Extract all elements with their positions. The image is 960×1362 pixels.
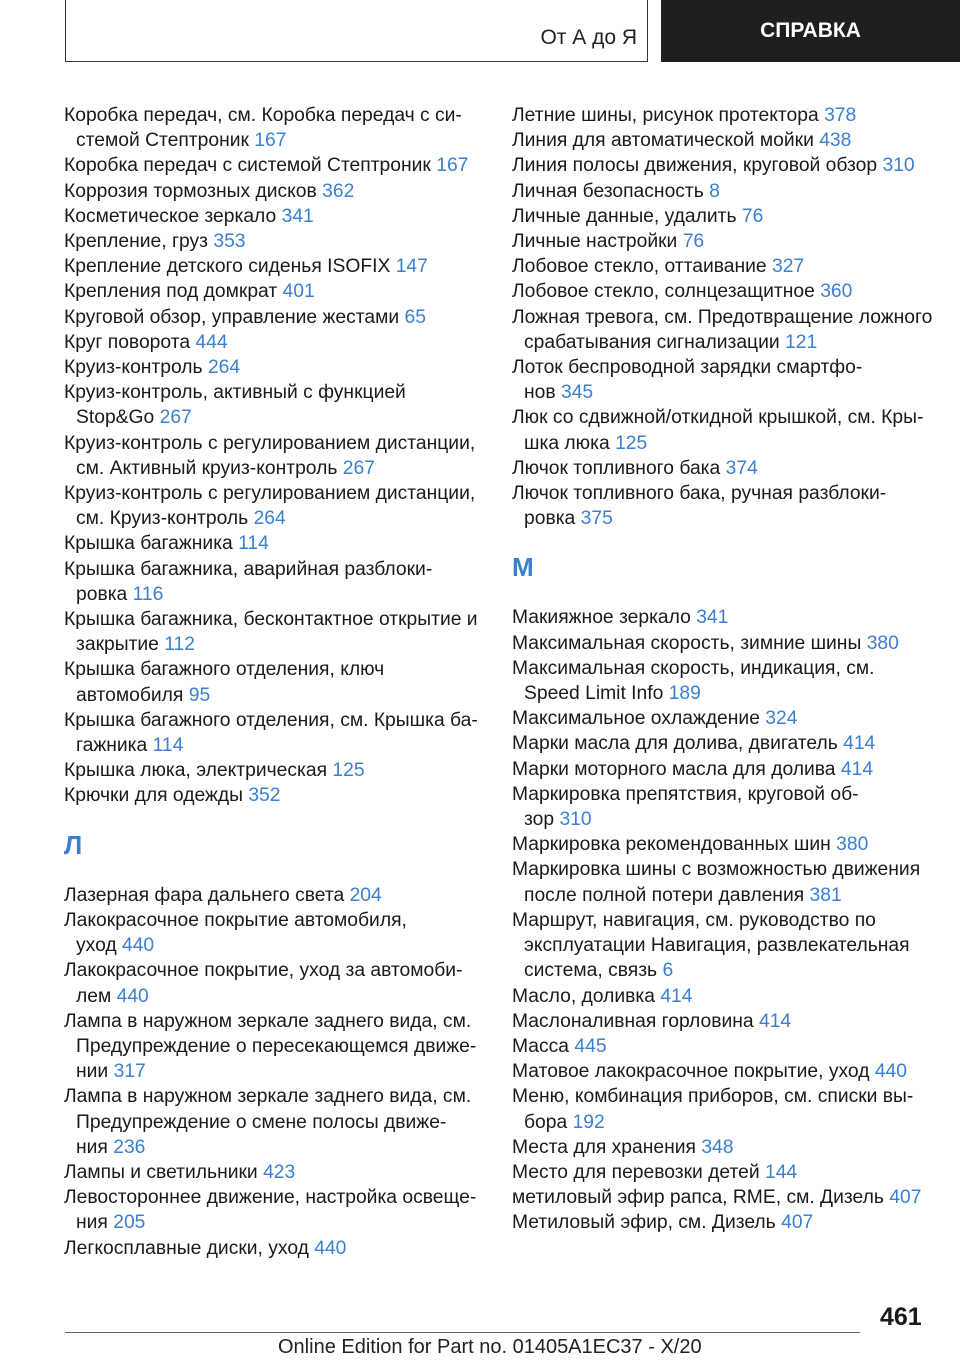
index-entry-text: Лампы и светильники <box>64 1161 258 1183</box>
index-page-link[interactable]: 414 <box>843 733 876 755</box>
header-tab-label: СПРАВКА <box>760 19 861 42</box>
index-page-link[interactable]: 374 <box>725 457 758 479</box>
header-section-title: От А до Я <box>540 26 637 49</box>
index-entry <box>64 758 484 783</box>
index-page-link[interactable]: 381 <box>809 884 842 906</box>
index-entry <box>512 128 937 153</box>
index-entry-text: Место для перевозки детей <box>512 1161 760 1183</box>
index-page-link[interactable]: 114 <box>238 533 269 555</box>
index-page-link[interactable]: 116 <box>132 583 164 605</box>
index-page-link[interactable]: 192 <box>572 1111 605 1133</box>
index-entry <box>512 179 937 204</box>
index-entry <box>512 731 937 756</box>
index-entry <box>512 1185 937 1210</box>
index-entry <box>512 1210 937 1235</box>
index-page-link[interactable]: 204 <box>349 884 382 906</box>
index-entry <box>64 1185 484 1235</box>
index-page-link[interactable]: 65 <box>404 306 426 328</box>
index-entry-text: Крепление детского сиденья ISOFIX <box>64 256 391 278</box>
index-page-link[interactable]: 414 <box>758 1010 792 1032</box>
index-entry <box>64 1236 484 1261</box>
index-entry-text: Лакокрасочное покрытие автомобиля, <box>64 909 407 931</box>
index-page-link[interactable]: 341 <box>281 205 314 227</box>
index-page-link[interactable]: 76 <box>741 205 764 227</box>
index-page-link[interactable]: 76 <box>682 231 705 253</box>
index-entry-text: Коррозия тормозных дисков <box>64 180 317 202</box>
index-entry <box>512 405 937 455</box>
index-entry-text: Марки масла для долива, двигатель <box>512 733 838 755</box>
index-entry-text: Маршрут, навигация, см. руководство по <box>512 909 876 931</box>
index-page-link[interactable]: 125 <box>615 432 648 454</box>
index-entry-text: Коробка передач с системой Стептроник <box>64 155 431 177</box>
index-entry <box>512 103 937 128</box>
index-entry <box>512 153 937 178</box>
index-page-link[interactable]: 378 <box>824 105 857 126</box>
index-entry-text: Круиз-контроль, активный с функцией <box>64 382 406 404</box>
index-entry-text: Максимальное охлаждение <box>512 708 760 730</box>
index-entry-text: Масса <box>512 1035 570 1057</box>
index-page-link[interactable]: 236 <box>113 1136 146 1158</box>
index-entry-text: Лампа в наружном зеркале заднего вида, см. <box>64 1010 472 1032</box>
index-group-right-l <box>512 103 937 531</box>
index-page-link[interactable]: 440 <box>314 1237 347 1259</box>
index-page-link[interactable]: 444 <box>195 331 228 353</box>
index-entry <box>512 1084 937 1134</box>
index-page-link[interactable]: 401 <box>282 281 315 303</box>
index-page-link[interactable]: 348 <box>701 1136 734 1158</box>
index-entry <box>512 456 937 481</box>
index-group-left-l <box>64 883 484 1261</box>
index-page-link[interactable]: 345 <box>560 382 594 404</box>
index-page-link[interactable]: 352 <box>248 785 281 807</box>
index-page-link[interactable]: 167 <box>254 130 287 152</box>
index-column-left <box>64 103 484 1261</box>
index-page-link[interactable]: 264 <box>207 357 241 379</box>
index-entry-text: Косметическое зеркало <box>64 205 277 227</box>
index-entry-text: Максимальная скорость, индикация, см. <box>512 657 875 679</box>
index-entry-text: Крепление, груз <box>64 231 208 253</box>
index-entry-text: Speed Limit Info <box>524 683 664 705</box>
index-entry-text: Крышка багажника <box>64 533 233 555</box>
index-page-link[interactable]: 317 <box>113 1061 146 1083</box>
index-entry <box>512 782 937 832</box>
index-page-link[interactable]: 125 <box>332 760 365 782</box>
index-page-link[interactable]: 147 <box>395 256 428 278</box>
index-entry-text: Лампа в наружном зеркале заднего вида, см. <box>64 1086 472 1108</box>
index-entry-text: бора <box>524 1111 568 1133</box>
index-entry-text: нов <box>524 382 556 404</box>
index-entry-text: Лоток беспроводной зарядки смартфо- <box>512 357 863 379</box>
index-entry-text: Лобовое стекло, солнцезащитное <box>512 281 815 303</box>
index-entry-text: эксплуатации Навигация, развлекательная <box>524 935 910 957</box>
index-entry <box>64 204 484 229</box>
index-entry <box>64 958 484 1008</box>
index-page-link[interactable]: 167 <box>436 155 469 177</box>
index-entry-text: уход <box>76 935 117 957</box>
index-entry-text: ровка <box>76 583 128 605</box>
footer-edition: Online Edition for Part no. 01405A1EC37 - X/20 <box>278 1336 702 1358</box>
index-group-left-k <box>64 103 484 809</box>
index-entry-text: зор <box>524 809 555 831</box>
index-entry-text: стемой Стептроник <box>76 130 249 152</box>
index-entry <box>64 103 484 153</box>
index-entry-text: система, связь <box>524 960 658 982</box>
index-entry <box>64 783 484 808</box>
index-page-link[interactable]: 362 <box>322 180 355 202</box>
index-page-link[interactable]: 189 <box>668 683 701 705</box>
index-entry-text: Маркировка рекомендованных шин <box>512 834 831 856</box>
index-entry <box>512 757 937 782</box>
index-entry <box>512 1160 937 1185</box>
index-entry-text: Легкосплавные диски, уход <box>64 1237 309 1259</box>
index-entry-text: Максимальная скорость, зимние шины <box>512 632 862 654</box>
index-entry <box>64 481 484 531</box>
index-entry <box>64 279 484 304</box>
index-entry-text: Линия полосы движения, круговой обзор <box>512 155 878 177</box>
index-page-link[interactable]: 144 <box>764 1161 798 1183</box>
header-tab[interactable] <box>661 0 960 62</box>
index-entry <box>512 706 937 731</box>
index-entry <box>512 355 937 405</box>
index-entry <box>64 254 484 279</box>
index-page-link[interactable]: 360 <box>820 281 853 303</box>
index-entry-text: Крючки для одежды <box>64 785 243 807</box>
index-entry-text: Крышка багажного отделения, см. Крышка ба- <box>64 709 478 731</box>
index-page-link[interactable]: 267 <box>159 407 192 429</box>
index-entry-text: см. Круиз-контроль <box>76 508 249 530</box>
index-entry <box>64 153 484 178</box>
index-entry-text: срабатывания сигнализации <box>524 331 780 353</box>
index-page-link[interactable]: 423 <box>263 1161 296 1183</box>
index-page-link[interactable]: 205 <box>113 1212 146 1234</box>
index-entry-text: Лобовое стекло, оттаивание <box>512 256 767 278</box>
index-entry-text: Крепления под домкрат <box>64 281 278 303</box>
index-page-link[interactable]: 353 <box>213 231 246 253</box>
index-entry <box>64 883 484 908</box>
index-entry-text: Масло, доливка <box>512 985 655 1007</box>
index-entry <box>512 857 937 907</box>
index-entry <box>512 1135 937 1160</box>
index-entry <box>512 1009 937 1034</box>
index-entry-text: автомобиля <box>76 684 184 706</box>
index-entry-text: Люк со сдвижной/откидной крышкой, см. Кры- <box>512 407 924 429</box>
index-entry-text: Летние шины, рисунок протектора <box>512 105 819 126</box>
index-entry-text: Предупреждение о смене полосы движе- <box>76 1111 447 1133</box>
header-section-box <box>65 0 648 62</box>
index-entry <box>512 832 937 857</box>
index-page-link[interactable]: 8 <box>709 180 720 202</box>
index-entry-text: Лакокрасочное покрытие, уход за автомоби- <box>64 960 463 982</box>
index-column-right <box>512 103 937 1236</box>
index-entry-text: Линия для автоматической мойки <box>512 130 814 152</box>
index-entry-text: Коробка передач, см. Коробка передач с си- <box>64 105 462 126</box>
index-entry <box>64 531 484 556</box>
index-entry <box>512 254 937 279</box>
index-entry-text: Круиз-контроль с регулированием дистанции, <box>64 432 476 454</box>
index-page-link[interactable]: 324 <box>765 708 798 730</box>
index-entry-text: закрытие <box>76 634 159 656</box>
index-entry-text: Меню, комбинация приборов, см. списки вы- <box>512 1086 914 1108</box>
index-page-link[interactable]: 414 <box>840 758 874 780</box>
index-entry <box>512 204 937 229</box>
index-entry-text: шка люка <box>524 432 610 454</box>
index-page-link[interactable]: 264 <box>253 508 286 530</box>
index-entry <box>64 330 484 355</box>
index-entry <box>512 631 937 656</box>
index-entry-text: Макияжное зеркало <box>512 607 691 629</box>
index-entry-text: Круиз-контроль <box>64 357 203 379</box>
index-entry <box>512 229 937 254</box>
index-page-link[interactable]: 121 <box>785 331 818 353</box>
index-entry-text: ровка <box>524 508 576 530</box>
index-letter-m: М <box>512 552 534 583</box>
index-entry <box>64 657 484 707</box>
index-page-link[interactable]: 440 <box>121 935 155 957</box>
index-entry-text: Личные настройки <box>512 231 678 253</box>
index-entry <box>64 607 484 657</box>
index-entry <box>64 1009 484 1085</box>
index-page-link[interactable]: 341 <box>696 607 729 629</box>
index-entry-text: Лючок топливного бака <box>512 457 721 479</box>
index-entry-text: Матовое лакокрасочное покрытие, уход <box>512 1061 870 1083</box>
index-entry-text: Крышка люка, электрическая <box>64 760 328 782</box>
index-page-link[interactable]: 445 <box>574 1035 607 1057</box>
footer-divider <box>65 1332 860 1333</box>
index-entry <box>64 557 484 607</box>
index-page-link[interactable]: 380 <box>866 632 899 654</box>
index-entry-text: Маслоналивная горловина <box>512 1010 754 1032</box>
index-entry-text: лем <box>76 985 112 1007</box>
index-entry-text: после полной потери давления <box>524 884 805 906</box>
index-entry-text: Круговой обзор, управление жестами <box>64 306 400 328</box>
index-page-link[interactable]: 267 <box>342 457 375 479</box>
index-entry <box>512 984 937 1009</box>
index-entry-text: Лазерная фара дальнего света <box>64 884 345 906</box>
index-entry-text: Предупреждение о пересекающемся движе- <box>76 1035 477 1057</box>
index-entry <box>64 1084 484 1160</box>
index-entry <box>64 431 484 481</box>
index-entry-text: Круиз-контроль с регулированием дистанции, <box>64 483 476 505</box>
index-entry-text: Левостороннее движение, настройка освеще- <box>64 1187 477 1209</box>
index-entry <box>512 481 937 531</box>
index-entry-text: метиловый эфир рапса, RME, см. Дизель <box>512 1187 884 1209</box>
index-entry-text: Крышка багажного отделения, ключ <box>64 659 385 681</box>
index-page-link[interactable]: 440 <box>116 985 149 1007</box>
index-entry <box>512 279 937 304</box>
index-entry <box>512 305 937 355</box>
index-entry <box>64 305 484 330</box>
index-entry-text: Stop&Go <box>76 407 155 429</box>
index-entry <box>512 605 937 630</box>
index-entry-text: Маркировка шины с возможностью движения <box>512 859 921 881</box>
page-number: 461 <box>880 1303 922 1331</box>
index-entry-text: Ложная тревога, см. Предотвращение ложного <box>512 306 933 328</box>
index-page-link[interactable]: 114 <box>152 735 184 757</box>
index-page-link[interactable]: 112 <box>164 634 196 656</box>
index-entry-text: ния <box>76 1136 108 1158</box>
index-page-link[interactable]: 310 <box>882 155 915 177</box>
index-entry <box>64 708 484 758</box>
index-entry-text: гажника <box>76 735 148 757</box>
index-page-link[interactable]: 407 <box>781 1212 814 1234</box>
index-page-link[interactable]: 438 <box>819 130 852 152</box>
index-page-link[interactable]: 6 <box>662 960 674 982</box>
index-page-link[interactable]: 310 <box>559 809 592 831</box>
index-page-link[interactable]: 375 <box>580 508 613 530</box>
index-entry <box>64 380 484 430</box>
index-entry-text: Лючок топливного бака, ручная разблоки- <box>512 483 887 505</box>
index-entry <box>64 229 484 254</box>
index-entry-text: Личная безопасность <box>512 180 704 202</box>
index-page-link[interactable]: 407 <box>889 1187 922 1209</box>
index-entry <box>512 1059 937 1084</box>
index-entry-text: см. Активный круиз-контроль <box>76 457 338 479</box>
index-entry <box>64 908 484 958</box>
index-entry <box>64 1160 484 1185</box>
index-entry-text: Марки моторного масла для долива <box>512 758 836 780</box>
index-entry <box>512 908 937 984</box>
index-group-right-m <box>512 605 937 1235</box>
index-entry <box>64 355 484 380</box>
index-entry-text: Круг поворота <box>64 331 191 353</box>
index-entry <box>512 1034 937 1059</box>
index-entry-text: Крышка багажника, бесконтактное открытие и <box>64 609 478 631</box>
index-letter-l: Л <box>64 829 83 860</box>
index-page-link[interactable]: 380 <box>836 834 869 856</box>
index-entry-text: Места для хранения <box>512 1136 696 1158</box>
index-page-link[interactable]: 327 <box>772 256 805 278</box>
index-entry <box>512 656 937 706</box>
index-entry-text: Личные данные, удалить <box>512 205 737 227</box>
index-page-link[interactable]: 414 <box>660 985 693 1007</box>
index-entry-text: Крышка багажника, аварийная разблоки- <box>64 558 433 580</box>
index-entry <box>64 179 484 204</box>
index-entry-text: ния <box>76 1212 108 1234</box>
index-page-link[interactable]: 95 <box>188 684 211 706</box>
index-entry-text: нии <box>76 1061 109 1083</box>
index-page-link[interactable]: 440 <box>874 1061 907 1083</box>
index-entry-text: Маркировка препятствия, круговой об- <box>512 783 859 805</box>
index-entry-text: Метиловый эфир, см. Дизель <box>512 1212 776 1234</box>
